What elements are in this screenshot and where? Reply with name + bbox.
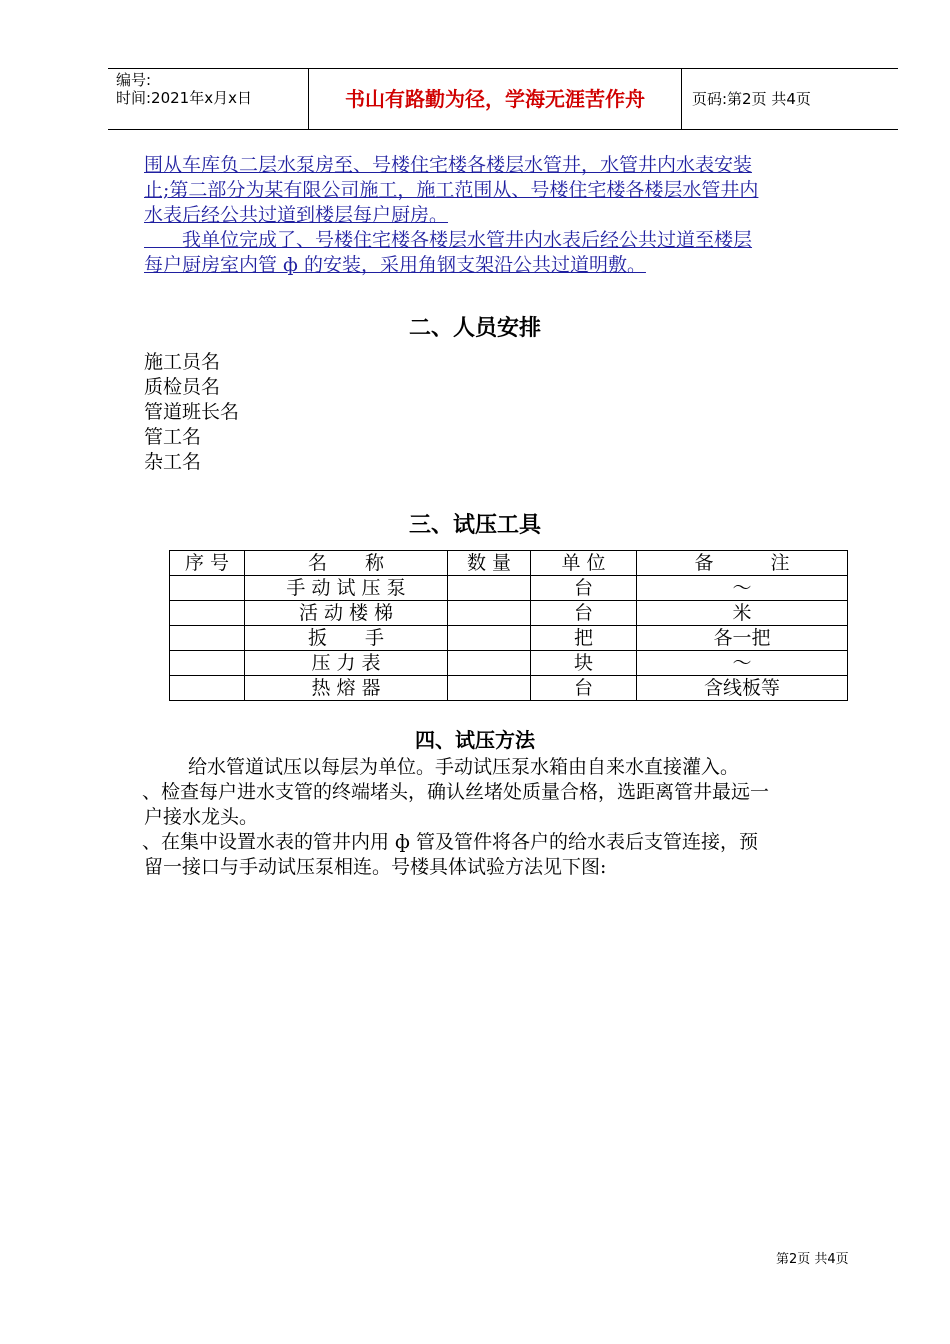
table-header-cell: 单 位 xyxy=(531,551,637,576)
method-paragraph: 留一接口与手动试压泵相连。号楼具体试验方法见下图: xyxy=(144,856,607,878)
table-cell: 活 动 楼 梯 xyxy=(245,601,448,626)
table-cell xyxy=(170,601,245,626)
table-cell xyxy=(448,626,531,651)
table-cell: 台 xyxy=(531,676,637,701)
time-label: 时间:2021年x月x日 xyxy=(116,89,252,107)
section4-body xyxy=(144,755,869,780)
staff-item: 施工员名 xyxy=(144,351,221,373)
header-page-label: 页码:第2页 共4页 xyxy=(692,90,811,108)
page-footer: 第2页 共4页 xyxy=(776,1252,849,1267)
staff-item: 管道班长名 xyxy=(144,401,240,423)
table-row xyxy=(170,651,848,676)
table-cell xyxy=(170,576,245,601)
table-cell xyxy=(448,576,531,601)
header-divider xyxy=(681,69,682,129)
table-cell xyxy=(448,676,531,701)
section2-title: 二、人员安排 xyxy=(408,316,541,341)
table-cell: 各一把 xyxy=(637,626,848,651)
table-header-row xyxy=(170,551,848,576)
section3-title: 三、试压工具 xyxy=(408,513,541,538)
table-header-cell: 序 号 xyxy=(170,551,245,576)
staff-item: 管工名 xyxy=(144,426,202,448)
table-row xyxy=(170,576,848,601)
table-cell: 块 xyxy=(531,651,637,676)
table-row xyxy=(170,626,848,651)
section4-body-2 xyxy=(144,780,884,880)
table-cell xyxy=(170,676,245,701)
method-paragraph: 、在集中设置水表的管井内用 ф 管及管件将各户的给水表后支管连接，预 xyxy=(142,831,758,853)
section4-title: 四、试压方法 xyxy=(415,728,535,752)
table-cell xyxy=(170,626,245,651)
table-cell: 热 熔 器 xyxy=(245,676,448,701)
method-paragraph: 、检查每户进水支管的终端堵头，确认丝堵处质量合格，选距离管井最远一 xyxy=(142,781,770,803)
staff-item: 杂工名 xyxy=(144,451,202,473)
intro-line: 水表后经公共过道到楼层每户厨房。 xyxy=(144,204,449,226)
table-header-cell: 名 称 xyxy=(245,551,448,576)
staff-list xyxy=(144,350,239,475)
table-row xyxy=(170,601,848,626)
intro-line: 围从车库负二层水泵房至、号楼住宅楼各楼层水管井，水管井内水表安装 xyxy=(144,154,753,176)
table-cell xyxy=(170,651,245,676)
table-cell xyxy=(448,651,531,676)
table-row xyxy=(170,676,848,701)
staff-item: 质检员名 xyxy=(144,376,221,398)
intro-paragraph xyxy=(144,153,869,278)
intro-line: 我单位完成了、号楼住宅楼各楼层水管井内水表后经公共过道至楼层 xyxy=(182,229,753,251)
table-cell xyxy=(448,601,531,626)
code-label: 编号: xyxy=(116,71,152,89)
table-cell: 含线板等 xyxy=(637,676,848,701)
method-paragraph: 给水管道试压以每层为单位。手动试压泵水箱由自来水直接灌入。 xyxy=(188,756,740,778)
intro-line: 每户厨房室内管 ф 的安装，采用角钢支架沿公共过道明敷。 xyxy=(144,254,646,276)
table-cell: 台 xyxy=(531,576,637,601)
method-paragraph: 户接水龙头。 xyxy=(144,806,259,828)
table-cell: ～ xyxy=(637,651,848,676)
table-header-cell: 备 注 xyxy=(637,551,848,576)
table-cell: 扳 手 xyxy=(245,626,448,651)
table-cell: 把 xyxy=(531,626,637,651)
table-cell: ～ xyxy=(637,576,848,601)
header-meta xyxy=(116,71,252,107)
table-cell: 压 力 表 xyxy=(245,651,448,676)
table-cell: 手 动 试 压 泵 xyxy=(245,576,448,601)
page-header xyxy=(108,68,898,130)
tools-table xyxy=(169,550,848,701)
intro-line-indent xyxy=(144,229,182,251)
header-motto: 书山有路勤为径，学海无涯苦作舟 xyxy=(345,87,645,111)
table-cell: 台 xyxy=(531,601,637,626)
table-header-cell: 数 量 xyxy=(448,551,531,576)
table-cell: 米 xyxy=(637,601,848,626)
intro-line: 止;第二部分为某有限公司施工，施工范围从、号楼住宅楼各楼层水管井内 xyxy=(144,179,759,201)
